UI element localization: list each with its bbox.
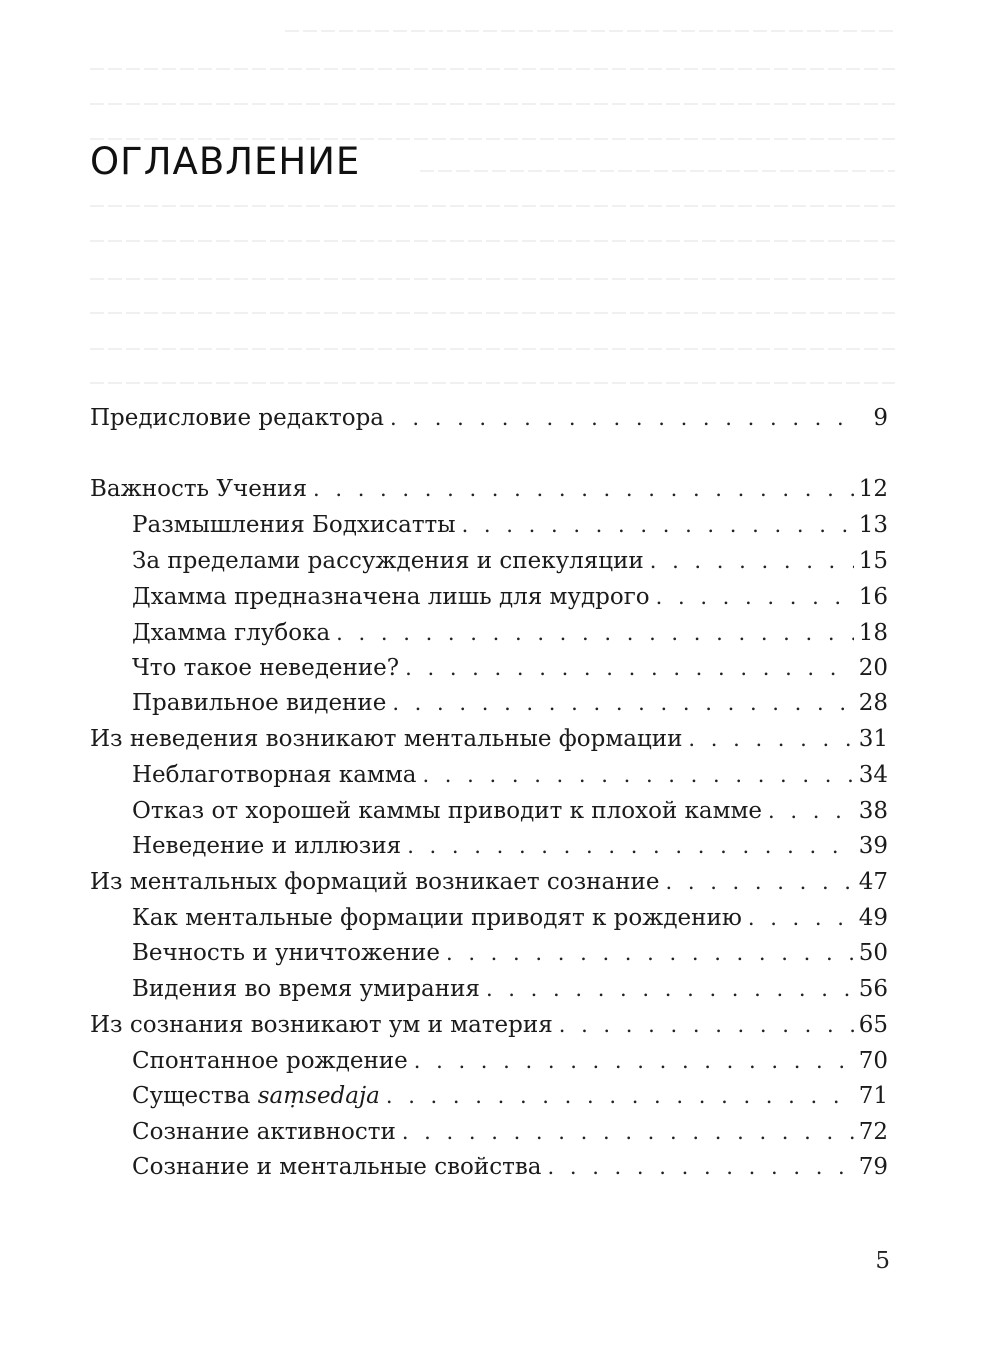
toc-entry-title: Дхамма глубока: [132, 620, 331, 646]
toc-subentry[interactable]: [132, 615, 888, 651]
toc-entry[interactable]: [90, 721, 888, 757]
toc-subentry[interactable]: [132, 935, 888, 971]
toc-entry-title: Сознание и ментальные свойства: [132, 1154, 542, 1180]
toc-entry-title: Спонтанное рождение: [132, 1048, 408, 1074]
toc-entry-page: 20: [858, 655, 888, 681]
toc-subentry[interactable]: [132, 900, 888, 936]
toc-entry[interactable]: [90, 1007, 888, 1043]
toc-subentry[interactable]: [132, 685, 888, 721]
dot-leader: [656, 579, 854, 615]
toc-entry-title: Что такое неведение?: [132, 655, 400, 681]
toc-subentry[interactable]: [132, 971, 888, 1007]
toc-entry-page: 72: [858, 1119, 888, 1145]
dot-leader: [313, 471, 854, 507]
toc-entry-page: 31: [858, 726, 888, 752]
toc-entry-title: Неблаготворная камма: [132, 762, 417, 788]
dot-leader: [650, 543, 854, 579]
toc-entry-page: 12: [858, 476, 888, 502]
toc-subentry[interactable]: [132, 757, 888, 793]
dot-leader: [336, 615, 854, 651]
toc-subentry[interactable]: [132, 828, 888, 864]
toc-subentry[interactable]: [132, 1149, 888, 1185]
toc-entry-title: Из сознания возникают ум и материя: [90, 1012, 553, 1038]
toc-entry-page: 65: [858, 1012, 888, 1038]
dot-leader: [414, 1043, 854, 1079]
toc-entry-page: 13: [858, 512, 888, 538]
toc-subentry[interactable]: [132, 579, 888, 615]
toc-entry-page: 70: [858, 1048, 888, 1074]
dot-leader: [392, 685, 854, 721]
toc-entry[interactable]: [90, 400, 888, 436]
toc-entry-title-prefix: Существа: [132, 1083, 258, 1109]
toc-subentry[interactable]: [132, 1114, 888, 1150]
dot-leader: [486, 971, 854, 1007]
toc-entry-page: 50: [858, 940, 888, 966]
toc-entry-title: Отказ от хорошей каммы приводит к плохой камме: [132, 798, 763, 824]
toc-entry-title: Из ментальных формаций возникает сознание: [90, 869, 660, 895]
toc-entry-page: 18: [858, 620, 888, 646]
toc-entry-page: 79: [858, 1154, 888, 1180]
toc-entry-title: Видения во время умирания: [132, 976, 480, 1002]
page-number: 5: [875, 1248, 890, 1274]
toc-entry-page: 71: [858, 1083, 888, 1109]
dot-leader: [405, 650, 854, 686]
toc-entry-title: Правильное видение: [132, 690, 387, 716]
toc-entry-page: 49: [858, 905, 888, 931]
toc-entry-page: 16: [858, 584, 888, 610]
toc-entry-title: Размышления Бодхисатты: [132, 512, 456, 538]
toc-entry-title: Важность Учения: [90, 476, 307, 502]
toc-entry-title: Дхамма предназначена лишь для мудрого: [132, 584, 650, 610]
toc-entry-title: Как ментальные формации приводят к рождению: [132, 905, 742, 931]
dot-leader: [390, 400, 854, 436]
toc-entry-title: Предисловие редактора: [90, 405, 385, 431]
toc-entry-page: 47: [858, 869, 888, 895]
toc-subentry[interactable]: [132, 543, 888, 579]
toc-entry-page: 28: [858, 690, 888, 716]
toc-entry-page: 39: [858, 833, 888, 859]
toc-entry-title: Вечность и уничтожение: [132, 940, 440, 966]
toc-entry-title: Неведение и иллюзия: [132, 833, 402, 859]
page-title: ОГЛАВЛЕНИЕ: [90, 140, 361, 183]
dot-leader: [548, 1149, 855, 1185]
toc-entry[interactable]: [90, 864, 888, 900]
toc-entry-page: 56: [858, 976, 888, 1002]
toc-entry-title: Сознание активности: [132, 1119, 396, 1145]
dot-leader: [688, 721, 854, 757]
dot-leader: [422, 757, 854, 793]
toc-subentry[interactable]: [132, 650, 888, 686]
toc-entry-title: [132, 1078, 386, 1114]
toc-entry[interactable]: [90, 471, 888, 507]
dot-leader: [386, 1078, 854, 1114]
toc-entry-title: Из неведения возникают ментальные формации: [90, 726, 683, 752]
toc-entry-page: 34: [858, 762, 888, 788]
toc-entry-page: 15: [858, 548, 888, 574]
dot-leader: [666, 864, 855, 900]
toc-subentry[interactable]: [132, 1078, 888, 1114]
toc-subentry[interactable]: [132, 507, 888, 543]
dot-leader: [748, 900, 854, 936]
dot-leader: [407, 828, 854, 864]
dot-leader: [446, 935, 854, 971]
toc-entry-page: 9: [873, 405, 888, 431]
toc-entry-page: 38: [858, 798, 888, 824]
dot-leader: [768, 793, 854, 829]
toc-entry-title: За пределами рассуждения и спекуляции: [132, 548, 644, 574]
dot-leader: [462, 507, 854, 543]
toc-entry-title-italic: saṃsedaja: [257, 1083, 380, 1109]
dot-leader: [559, 1007, 854, 1043]
toc-subentry[interactable]: [132, 1043, 888, 1079]
toc-subentry[interactable]: [132, 793, 888, 829]
dot-leader: [402, 1114, 854, 1150]
